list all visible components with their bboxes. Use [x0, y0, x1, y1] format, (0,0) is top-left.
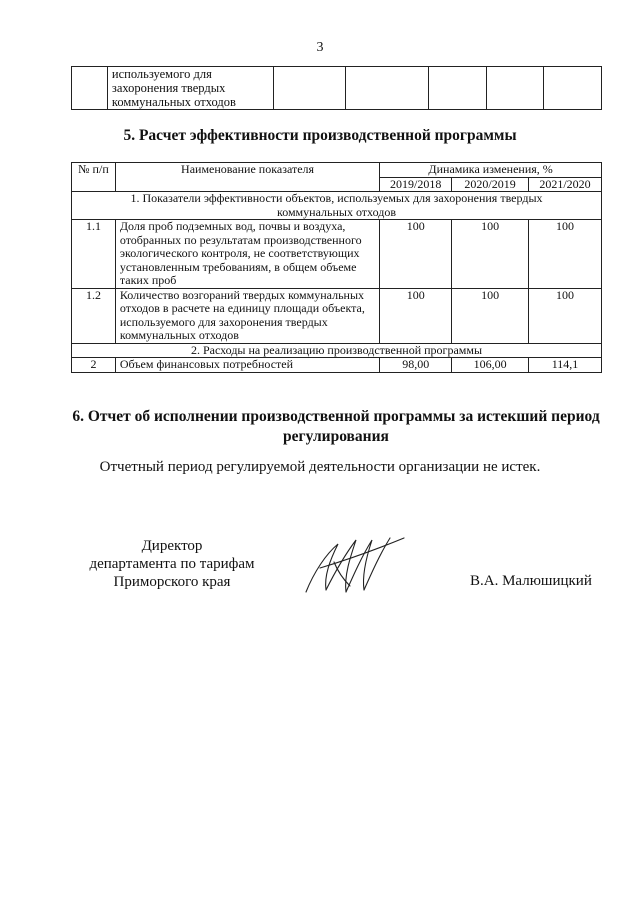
row-value: 106,00: [452, 358, 529, 373]
table-row: [72, 358, 602, 373]
table-cell: [487, 67, 544, 110]
row-label: используемого для захоронения твердых коммунальных отходов: [107, 67, 273, 110]
row-label: Доля проб подземных вод, почвы и воздуха, отобранных по результатам производственного экологического контроля, не соответствующих установленным требованиям, в общем объеме таких проб: [115, 220, 379, 289]
table-cell: [345, 67, 429, 110]
row-label: Объем финансовых потребностей: [115, 358, 379, 373]
group-row: [72, 192, 602, 220]
row-value: 98,00: [380, 358, 452, 373]
continued-table: [71, 66, 602, 110]
row-number: 2: [72, 358, 116, 373]
efficiency-table: [71, 162, 602, 373]
signatory-title-line: Директор: [141, 538, 203, 554]
header-year: 2021/2020: [529, 177, 602, 192]
header-year: 2020/2019: [452, 177, 529, 192]
table-cell: [72, 67, 108, 110]
row-value: 100: [380, 288, 452, 343]
header-dynamics: Динамика изменения, %: [380, 163, 602, 178]
table-row: [72, 67, 602, 110]
section-6-title: 6. Отчет об исполнении производственной программы за истекший период регулирования: [72, 408, 600, 445]
row-number: 1.2: [72, 288, 116, 343]
row-value: 100: [452, 288, 529, 343]
page-number: 3: [316, 40, 324, 55]
row-value: 100: [529, 220, 602, 289]
table-cell: [273, 67, 345, 110]
table-cell: [544, 67, 602, 110]
group-2-title: 2. Расходы на реализацию производственной программы: [72, 343, 602, 358]
header-row: [72, 163, 602, 178]
header-no: № п/п: [72, 163, 116, 192]
section-5-title: 5. Расчет эффективности производственной программы: [123, 127, 517, 144]
signatory-title-line: департамента по тарифам: [89, 556, 255, 572]
header-name: Наименование показателя: [115, 163, 379, 192]
row-number: 1.1: [72, 220, 116, 289]
row-value: 114,1: [529, 358, 602, 373]
row-value: 100: [529, 288, 602, 343]
row-label: Количество возгораний твердых коммунальных отходов в расчете на единицу площади объекта, используемого для захоронения твердых коммунальных отходов: [115, 288, 379, 343]
group-row: [72, 343, 602, 358]
table-row: [72, 288, 602, 343]
row-value: 100: [452, 220, 529, 289]
signatory-name: В.А. Малюшицкий: [470, 573, 592, 589]
handwritten-signature: [300, 532, 410, 598]
group-1-title: 1. Показатели эффективности объектов, используемых для захоронения твердых коммунальных отходов: [72, 192, 602, 220]
header-year: 2019/2018: [380, 177, 452, 192]
table-row: [72, 220, 602, 289]
row-value: 100: [380, 220, 452, 289]
signatory-title: [62, 537, 282, 591]
report-statement: Отчетный период регулируемой деятельности организации не истек.: [99, 459, 541, 475]
table-cell: [429, 67, 487, 110]
signatory-title-line: Приморского края: [113, 574, 231, 590]
